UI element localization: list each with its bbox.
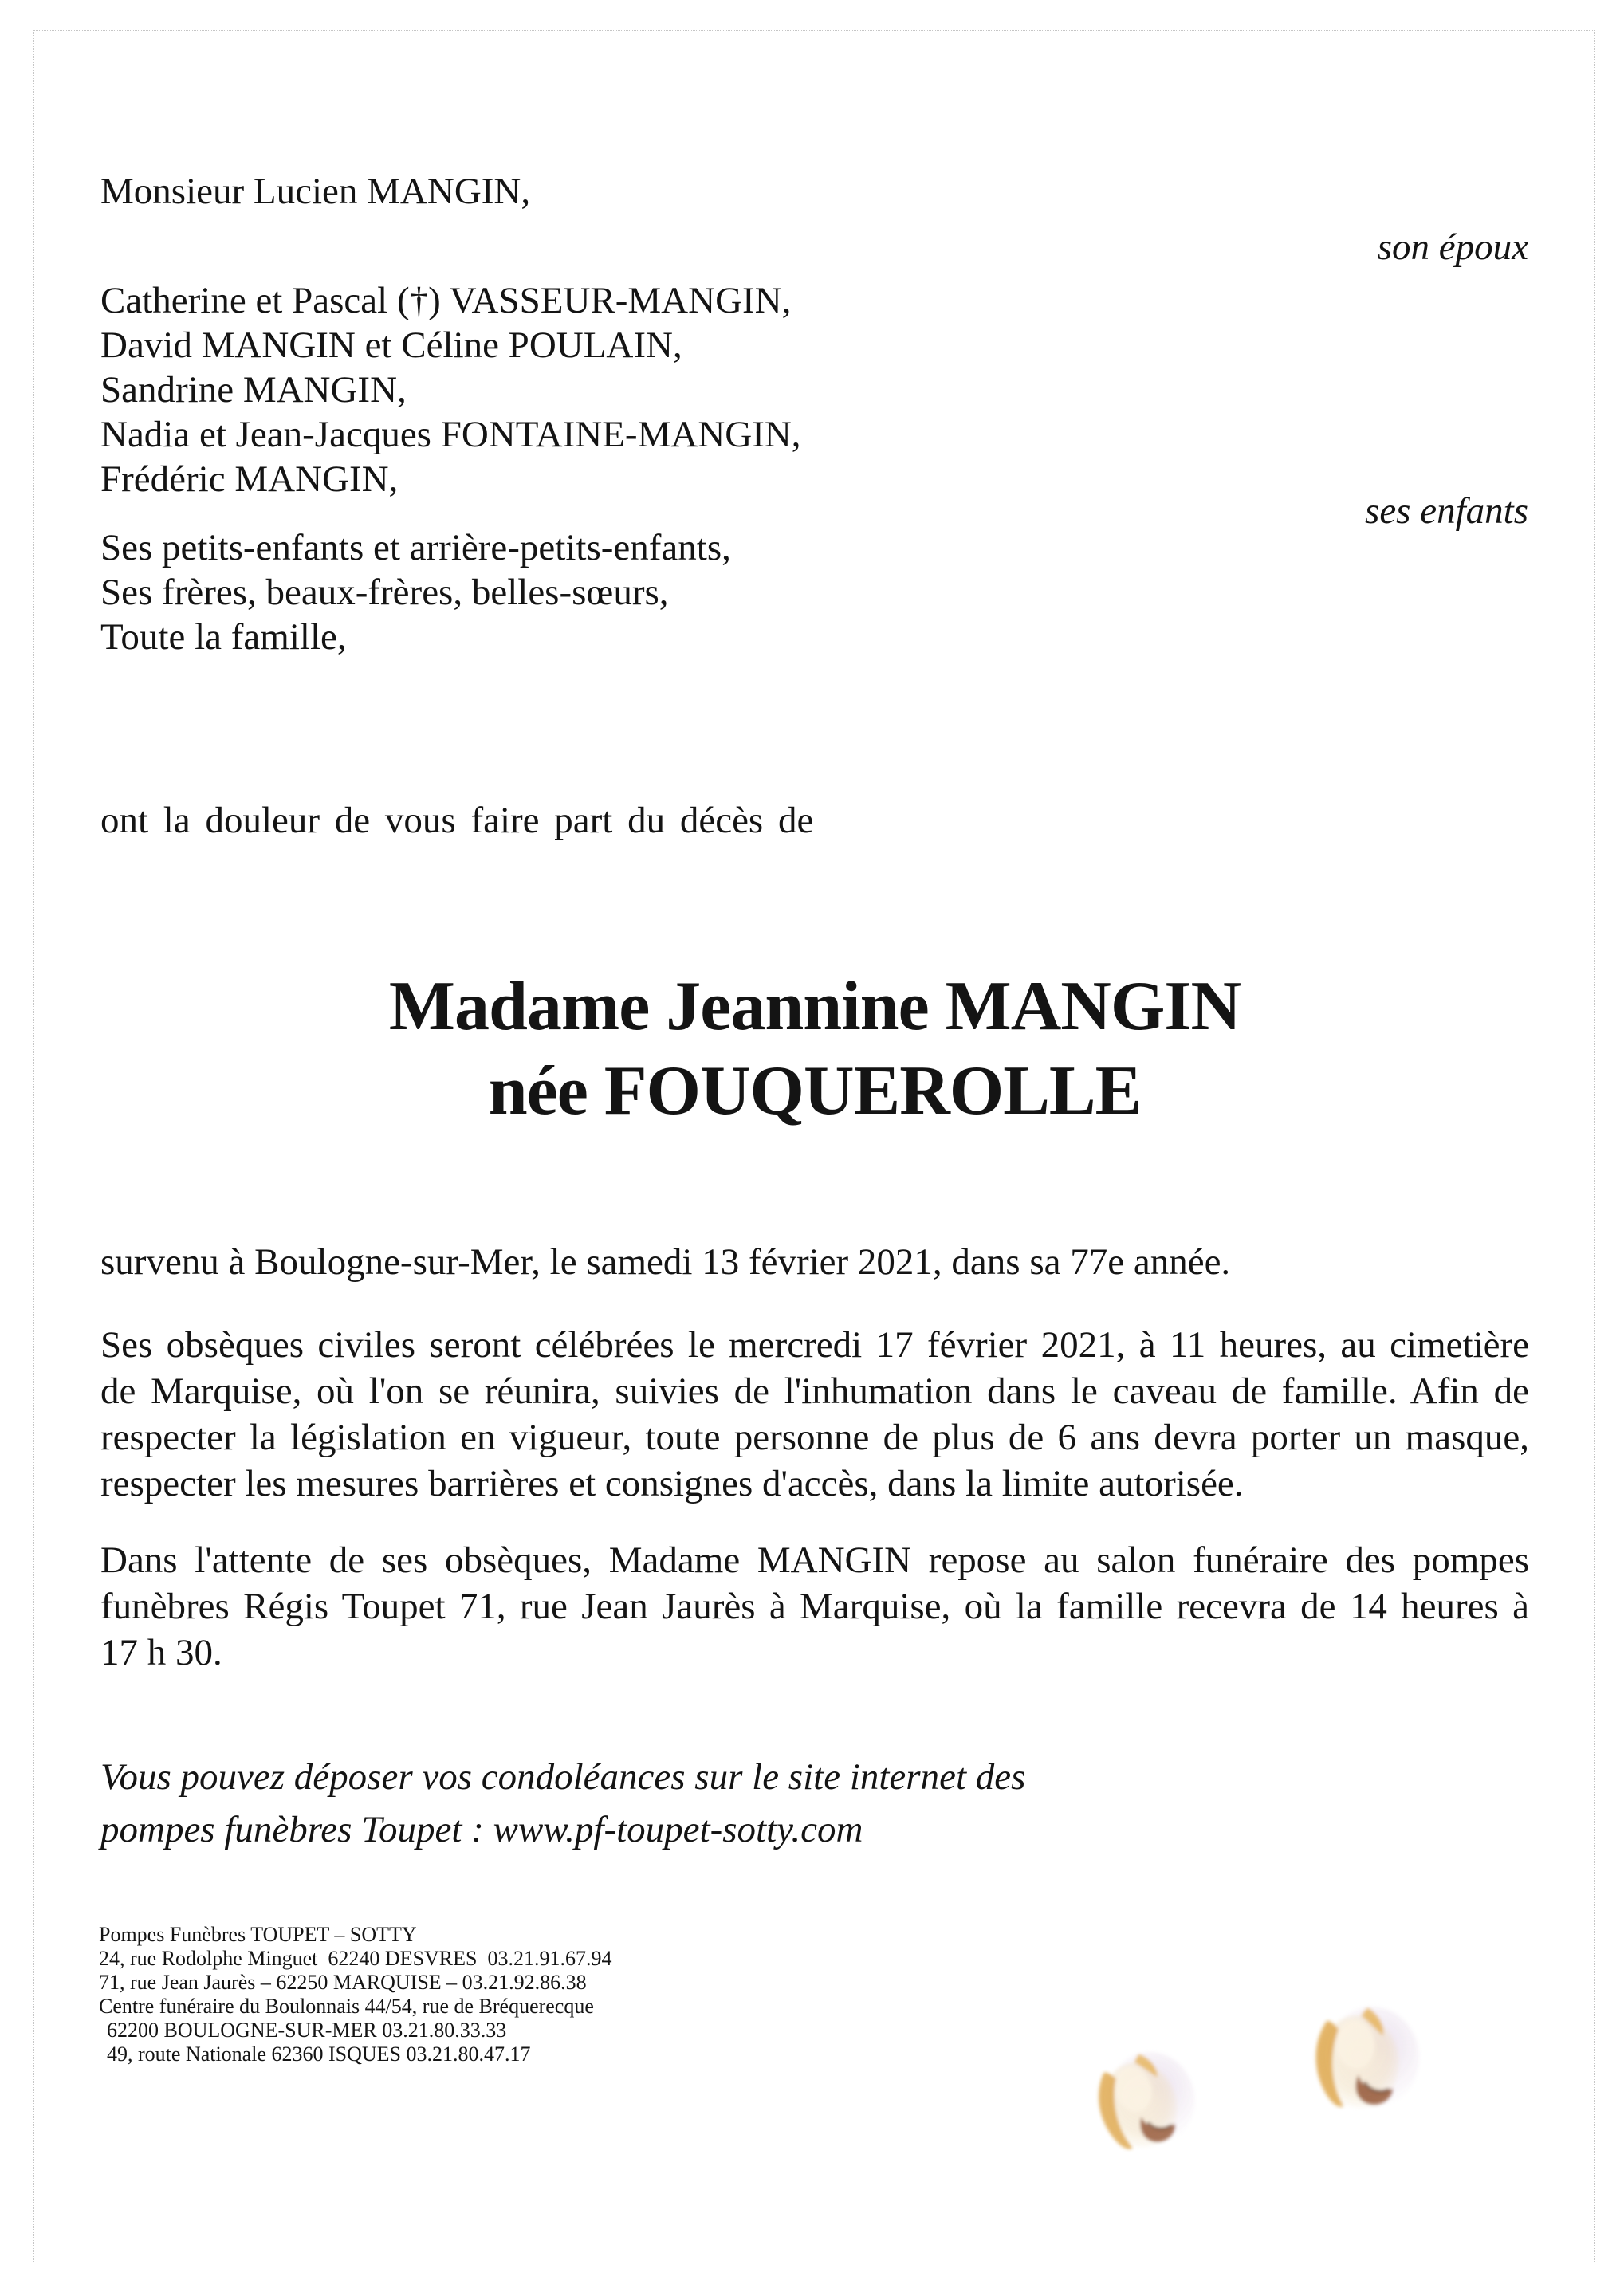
repose-paragraph-line: Dans l'attente de ses obsèques, Madame MANGIN repose au salon funéraire des pompes [100,1539,1529,1581]
funeral-home-address: 71, rue Jean Jaurès – 62250 MARQUISE – 03.21.92.86.38 [99,1971,587,1994]
family-line: Ses petits-enfants et arrière-petits-enfants, [100,527,731,568]
child-line: Frédéric MANGIN, [100,458,399,500]
flower-decoration-icon [1065,2026,1219,2195]
children-relation-label: ses enfants [1365,490,1528,532]
family-line: Toute la famille, [100,616,347,658]
ceremony-paragraph-line: de Marquise, où l'on se réunira, suivies de l'inhumation dans le caveau de famille. Afin de [100,1370,1529,1412]
funeral-home-name: Pompes Funèbres TOUPET – SOTTY [99,1923,417,1946]
child-line: Sandrine MANGIN, [100,369,407,411]
condolences-line: Vous pouvez déposer vos condoléances sur le site internet des [100,1756,1026,1798]
condolences-website-line: pompes funèbres Toupet : www.pf-toupet-sotty.com [100,1809,863,1850]
child-line: David MANGIN et Céline POULAIN, [100,324,682,366]
funeral-home-address: 62200 BOULOGNE-SUR-MER 03.21.80.33.33 [107,2019,507,2042]
ceremony-paragraph-line: respecter les mesures barrières et consignes d'accès, dans la limite autorisée. [100,1463,1244,1504]
husband-relation-label: son époux [1377,226,1528,268]
husband-name: Monsieur Lucien MANGIN, [100,171,531,212]
repose-paragraph-line: funèbres Régis Toupet 71, rue Jean Jaurès à Marquise, où la famille recevra de 14 heures à [100,1586,1529,1627]
deceased-maiden-name: née FOUQUEROLLE [488,1052,1142,1130]
child-line: Nadia et Jean-Jacques FONTAINE-MANGIN, [100,414,801,455]
funeral-home-address: Centre funéraire du Boulonnais 44/54, rue de Bréquerecque [99,1995,594,2018]
deceased-name-title: Madame Jeannine MANGIN [388,968,1241,1045]
ceremony-paragraph-line: Ses obsèques civiles seront célébrées le mercredi 17 février 2021, à 11 heures, au cimetière [100,1324,1529,1366]
repose-paragraph-line: 17 h 30. [100,1632,222,1673]
announcement-intro: ont la douleur de vous faire part du décès de [100,800,814,841]
funeral-home-address: 49, route Nationale 62360 ISQUES 03.21.80.47.17 [107,2042,531,2066]
ceremony-paragraph-line: respecter la législation en vigueur, toute personne de plus de 6 ans devra porter un masque, [100,1417,1529,1458]
flower-decoration-icon [1278,1990,1444,2147]
child-line: Catherine et Pascal (†) VASSEUR-MANGIN, [100,280,792,321]
family-line: Ses frères, beaux-frères, belles-sœurs, [100,572,669,613]
death-notice-line: survenu à Boulogne-sur-Mer, le samedi 13 février 2021, dans sa 77e année. [100,1241,1231,1283]
funeral-home-address: 24, rue Rodolphe Minguet 62240 DESVRES 03.21.91.67.94 [99,1947,612,1970]
